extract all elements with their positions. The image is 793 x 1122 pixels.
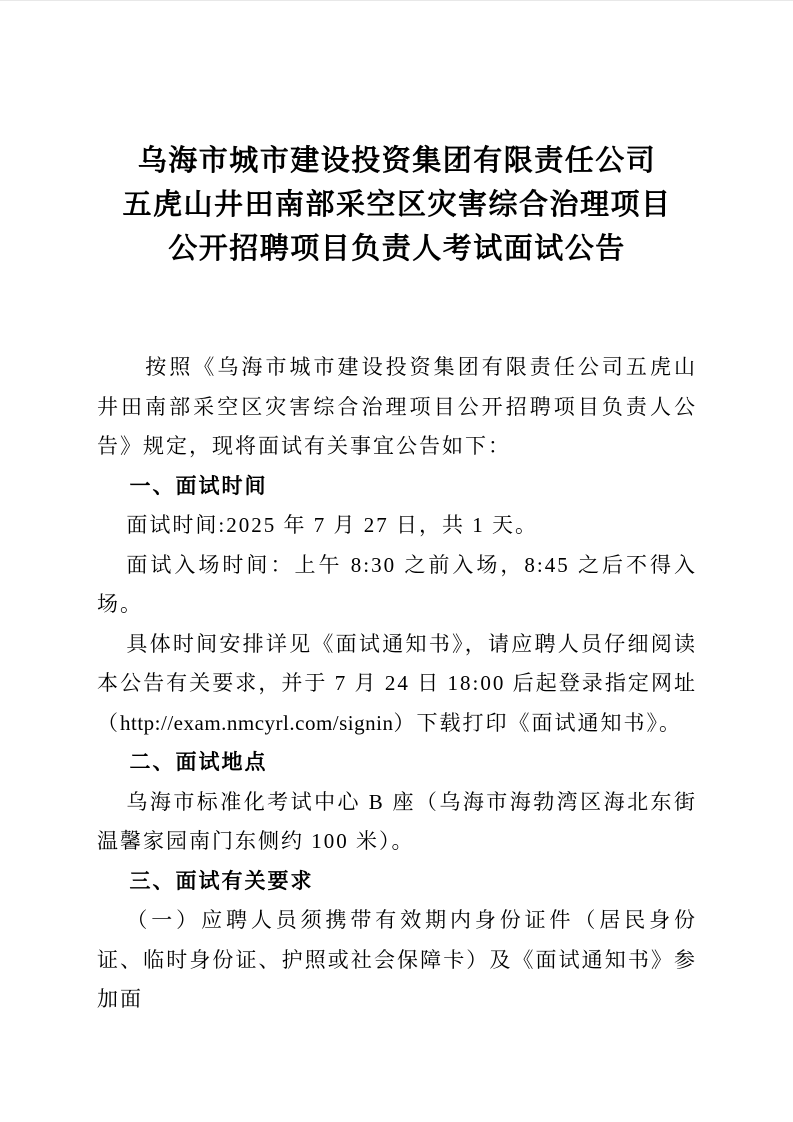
title-line-1: 乌海市城市建设投资集团有限责任公司 xyxy=(137,145,657,177)
document-body xyxy=(97,348,697,1020)
notice-text-before-url: 具体时间安排详见《面试通知书》，请应聘人员仔细阅读本公告有关要求，并于 7 月 24 日 18:00 后起登录指定网址（ xyxy=(97,631,697,735)
exam-url: http://exam.nmcyrl.com/signin xyxy=(120,710,394,735)
document-title xyxy=(97,139,697,271)
notice-text-after-url: ）下载打印《面试通知书》。 xyxy=(393,710,682,735)
interview-time-paragraph: 面试时间:2025 年 7 月 27 日，共 1 天。 xyxy=(126,513,538,537)
requirement-1-paragraph: （一）应聘人员须携带有效期内身份证件（居民身份证、临时身份证、护照或社会保障卡）及《面试通知书》参加面 xyxy=(97,908,697,1011)
location-paragraph: 乌海市标准化考试中心 B 座（乌海市海勃湾区海北东街温馨家园南门东侧约 100 米）。 xyxy=(97,789,697,853)
section-3-heading: 三、面试有关要求 xyxy=(129,869,314,893)
section-2-heading: 二、面试地点 xyxy=(129,751,268,774)
title-line-3: 公开招聘项目负责人考试面试公告 xyxy=(168,233,626,265)
intro-paragraph: 按照《乌海市城市建设投资集团有限责任公司五虎山井田南部采空区灾害综合治理项目公开招聘项目负责人公告》规定，现将面试有关事宜公告如下： xyxy=(97,355,697,458)
notice-download-paragraph xyxy=(97,625,697,744)
title-line-2: 五虎山井田南部采空区灾害综合治理项目 xyxy=(122,189,672,221)
section-1-heading: 一、面试时间 xyxy=(129,474,268,498)
entry-time-paragraph: 面试入场时间：上午 8:30 之前入场，8:45 之后不得入场。 xyxy=(97,552,697,616)
